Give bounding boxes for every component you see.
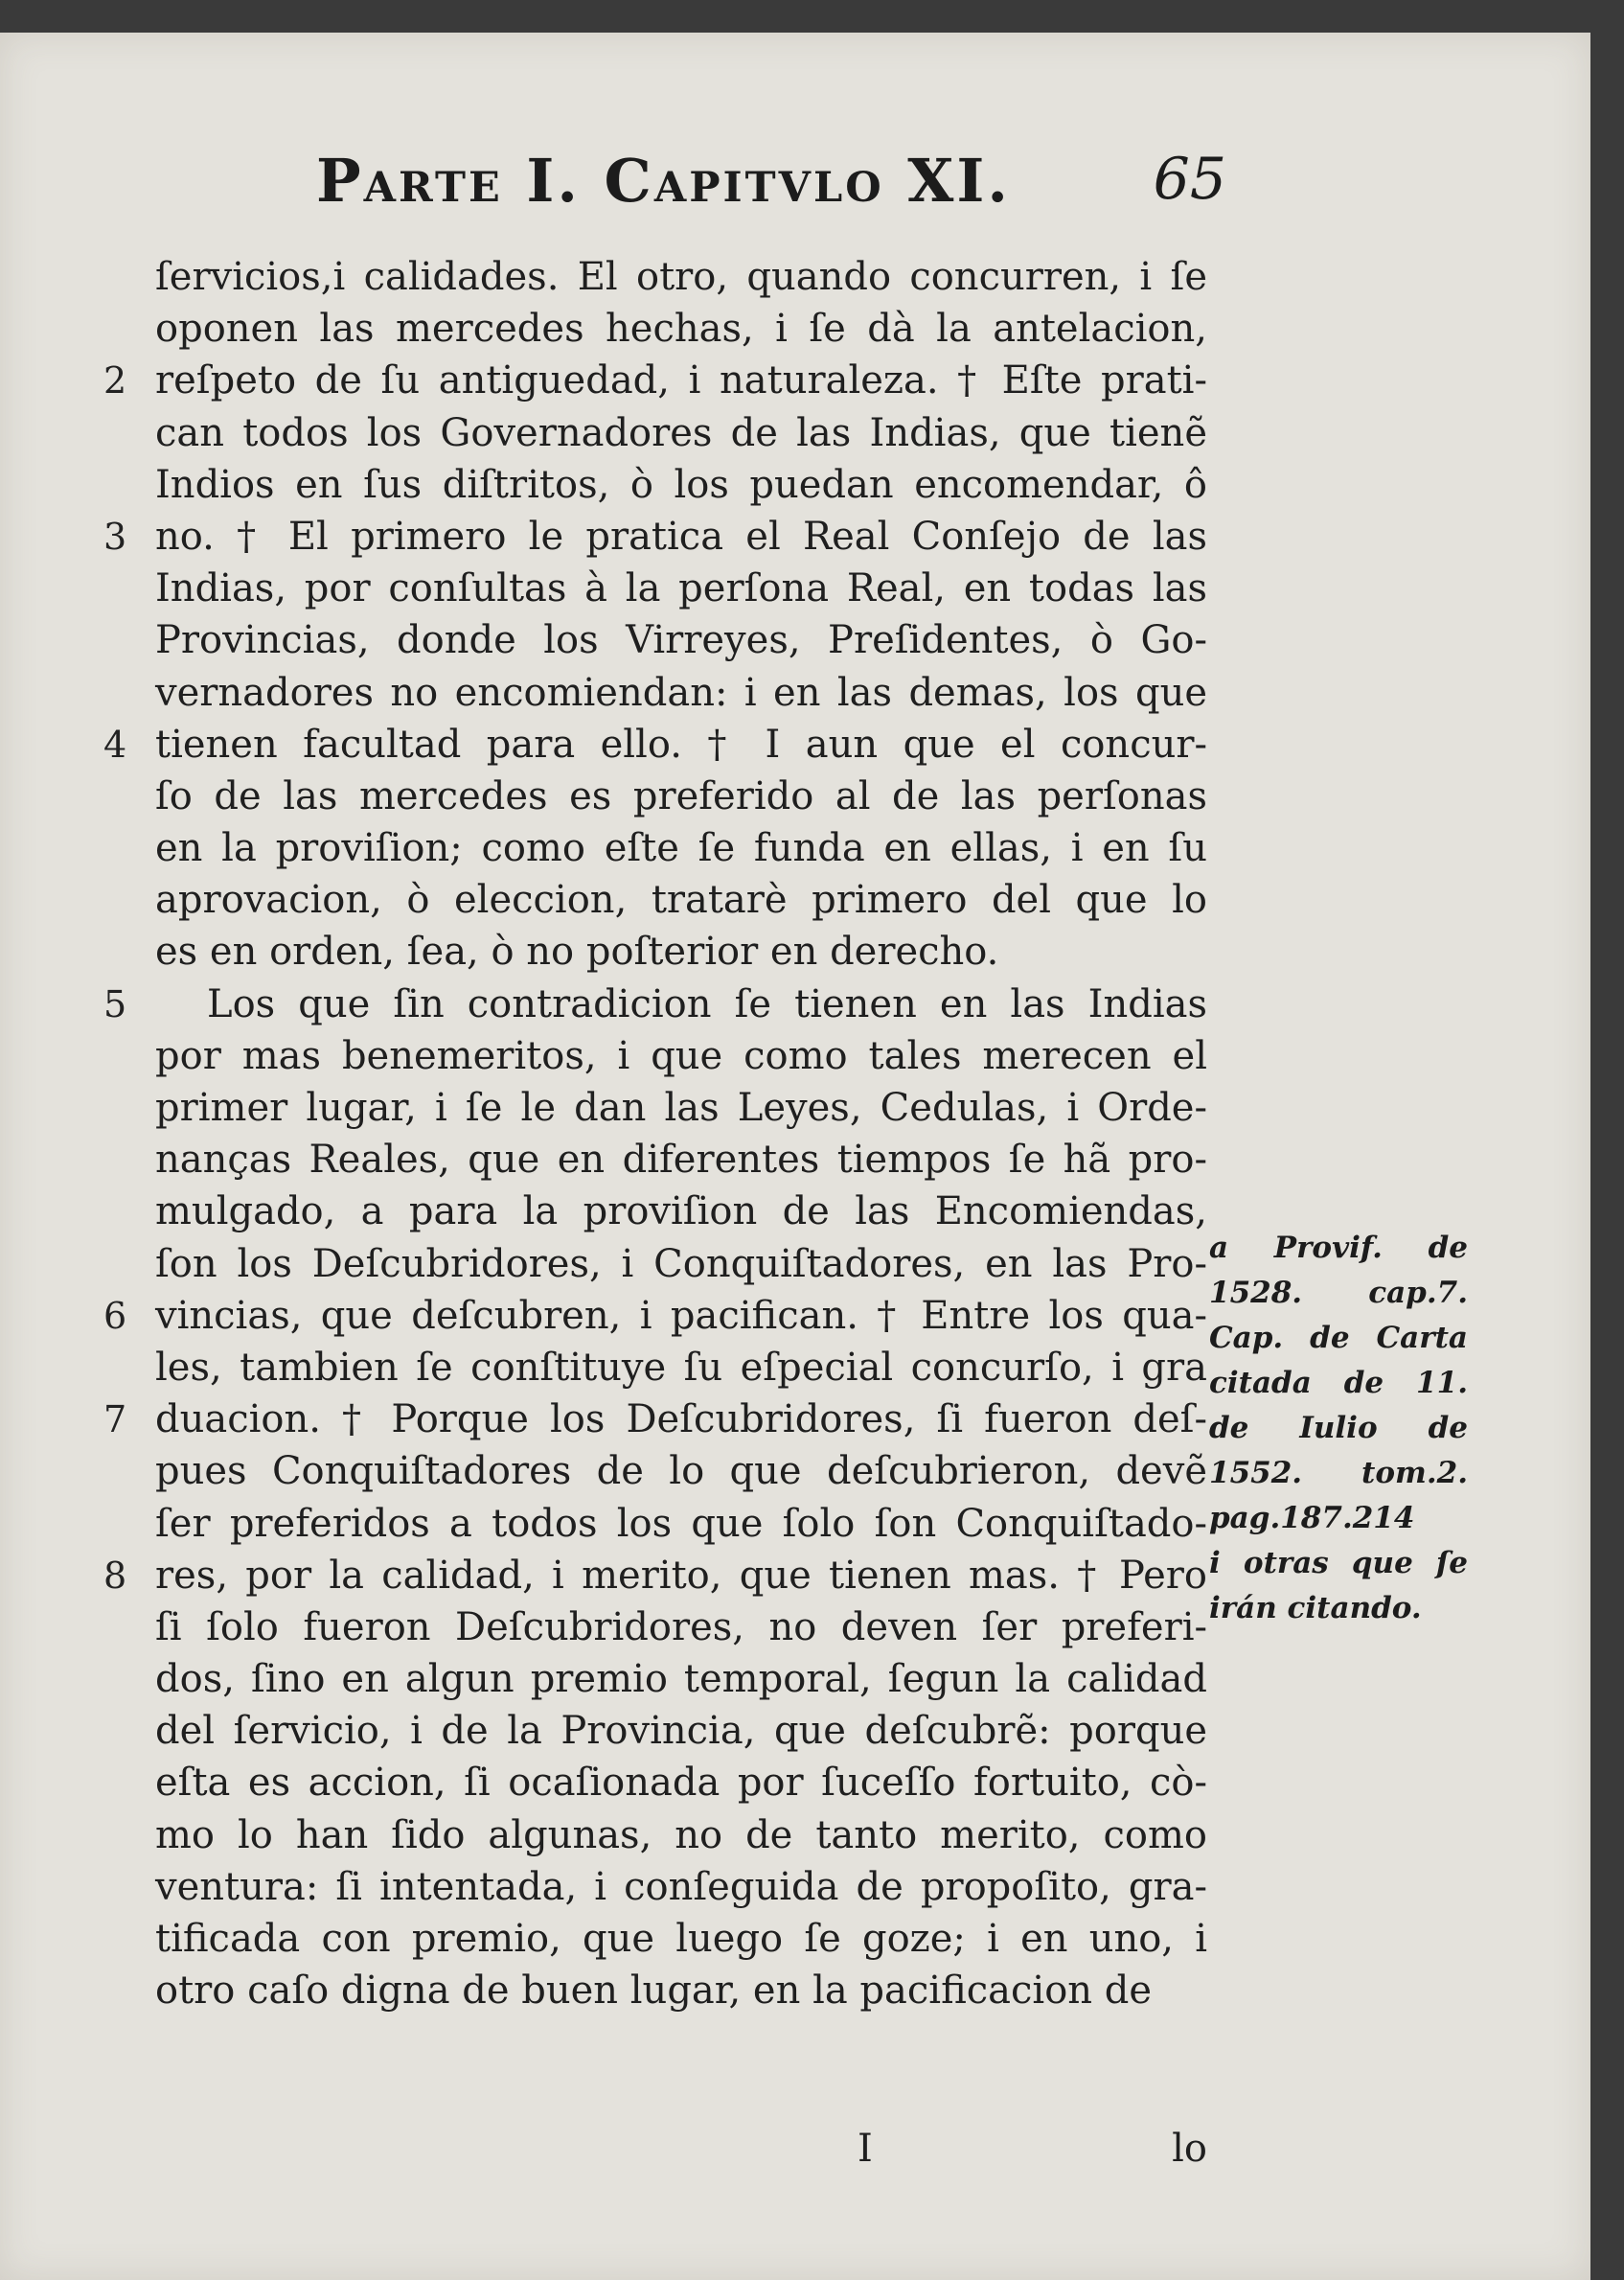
line-text: es en orden, ſea, ò no poſterior en derecho. <box>155 930 999 975</box>
text-line <box>103 979 1207 1030</box>
line-text: reſpeto de ſu antiguedad, i naturaleza. † Eſte prati- <box>155 358 1207 403</box>
text-line <box>144 1082 1207 1134</box>
line-text: no. † El primero le pratica el Real Conſejo de las <box>155 514 1207 559</box>
line-text: ſo de las mercedes es preferido al de las perſonas <box>155 773 1207 818</box>
marginal-note-line: citada de 11. <box>1209 1366 1468 1400</box>
book-page <box>0 33 1590 2280</box>
text-line <box>103 355 1207 406</box>
line-text: vernadores no encomiendan: i en las demas, los que <box>155 670 1207 715</box>
page-header <box>316 146 1226 222</box>
text-line <box>144 1653 1207 1705</box>
text-line <box>144 614 1207 666</box>
marginal-note-line: a Provif. de <box>1209 1231 1468 1265</box>
margin-line-number: 7 <box>103 1398 127 1441</box>
line-text: ſer preferidos a todos los que ſolo ſon Conquiſtado- <box>155 1501 1207 1546</box>
line-text: por mas benemeritos, i que como tales merecen el <box>155 1033 1207 1078</box>
marginal-note-line: de Iulio de <box>1209 1411 1468 1445</box>
line-text: tificada con premio, que luego ſe goze; i en uno, i <box>155 1917 1207 1961</box>
marginal-note-line: 1552. tom.2. <box>1209 1456 1468 1490</box>
margin-line-number: 5 <box>103 982 127 1025</box>
line-text: ſervicios,i calidades. El otro, quando concurren, i ſe <box>155 255 1207 299</box>
line-text: ventura: ſi intentada, i conſeguida de propoſito, gra- <box>155 1864 1207 1909</box>
text-line <box>144 874 1207 926</box>
text-line <box>144 459 1207 511</box>
text-line <box>144 563 1207 614</box>
text-line <box>144 1445 1207 1497</box>
line-text: ſon los Deſcubridores, i Conquiſtadores, en las Pro- <box>155 1241 1207 1286</box>
text-line <box>103 511 1207 563</box>
margin-line-number: 8 <box>103 1554 127 1597</box>
text-line <box>144 1861 1207 1913</box>
marginal-note-line: i otras que ſe <box>1209 1546 1468 1580</box>
line-text: duacion. † Porque los Deſcubridores, ſi fueron deſ- <box>155 1397 1207 1442</box>
text-line <box>144 1238 1207 1290</box>
line-text: del ſervicio, i de la Provincia, que deſcubrẽ: porque <box>155 1709 1207 1754</box>
text-line <box>103 719 1207 771</box>
line-text: Los que ſin contradicion ſe tienen en las Indias <box>207 981 1207 1026</box>
marginal-note-line: irán citando. <box>1209 1591 1422 1625</box>
text-line <box>144 1030 1207 1082</box>
text-line <box>144 1498 1207 1550</box>
text-line <box>144 303 1207 355</box>
line-text: eſta es accion, ſi ocaſionada por ſuceſſo fortuito, cò- <box>155 1761 1207 1806</box>
text-line <box>144 1913 1207 1965</box>
text-line <box>144 771 1207 822</box>
line-text: res, por la calidad, i merito, que tienen mas. † Pero <box>155 1553 1207 1598</box>
signature-mark: I <box>858 2127 873 2171</box>
line-text: Indias, por conſultas à la perſona Real, en todas las <box>155 566 1207 611</box>
text-line <box>144 822 1207 874</box>
line-text: otro caſo digna de buen lugar, en la pacificacion de <box>155 1969 1153 2014</box>
text-line <box>144 1757 1207 1808</box>
text-line <box>144 1342 1207 1393</box>
main-text-column <box>103 251 1207 2016</box>
text-line <box>103 1290 1207 1342</box>
text-line <box>144 1601 1207 1653</box>
line-text: aprovacion, ò eleccion, tratarè primero del que lo <box>155 878 1207 923</box>
line-text: primer lugar, i ſe le dan las Leyes, Cedulas, i Orde- <box>155 1086 1207 1130</box>
text-line <box>144 667 1207 719</box>
text-line <box>144 1809 1207 1861</box>
margin-line-number: 3 <box>103 515 127 558</box>
line-text: mulgado, a para la proviſion de las Encomiendas, <box>155 1189 1207 1234</box>
line-text: en la proviſion; como eſte ſe funda en ellas, i en ſu <box>155 826 1207 871</box>
line-text: Indios en ſus diſtritos, ò los puedan encomendar, ô <box>155 462 1207 507</box>
line-text: can todos los Governadores de las Indias, que tienẽ <box>155 410 1207 455</box>
line-text: vincias, que deſcubren, i pacifican. † Entre los qua- <box>155 1293 1207 1338</box>
text-line <box>103 1393 1207 1445</box>
catchword: lo <box>1172 2127 1207 2171</box>
line-text: tienen facultad para ello. † I aun que el concur- <box>155 722 1207 767</box>
text-line <box>144 1705 1207 1757</box>
line-text: Provincias, donde los Virreyes, Preſidentes, ò Go- <box>155 618 1207 663</box>
line-text: nanças Reales, que en diferentes tiempos ſe hã pro- <box>155 1138 1207 1183</box>
marginal-note <box>1209 1226 1468 1631</box>
line-text: mo lo han ſido algunas, no de tanto merito, como <box>155 1812 1207 1857</box>
text-line <box>144 407 1207 459</box>
text-line <box>144 1965 1207 2016</box>
marginal-note-line: 1528. cap.7. <box>1209 1276 1468 1310</box>
line-text: oponen las mercedes hechas, i ſe dà la antelacion, <box>155 307 1207 352</box>
margin-line-number: 4 <box>103 723 127 766</box>
text-line <box>103 1550 1207 1601</box>
marginal-note-line: Cap. de Carta <box>1209 1321 1468 1355</box>
line-text: les, tambien ſe conſtituye ſu eſpecial concurſo, i gra <box>155 1345 1207 1390</box>
page-number: 65 <box>1153 146 1226 213</box>
running-head: Parte I. Capitvlo XI. <box>316 146 1011 216</box>
line-text: ſi ſolo fueron Deſcubridores, no deven ſer preferi- <box>155 1604 1207 1649</box>
line-text: pues Conquiſtadores de lo que deſcubrieron, devẽ <box>155 1449 1207 1494</box>
margin-line-number: 2 <box>103 359 127 403</box>
page-footer <box>144 2127 1207 2184</box>
line-text: dos, ſino en algun premio temporal, ſegun la calidad <box>155 1657 1207 1702</box>
text-line <box>144 1186 1207 1237</box>
margin-line-number: 6 <box>103 1294 127 1337</box>
text-line <box>144 926 1207 978</box>
text-line <box>144 1134 1207 1186</box>
text-line <box>144 251 1207 303</box>
marginal-note-line: pag.187.214 <box>1209 1501 1415 1535</box>
